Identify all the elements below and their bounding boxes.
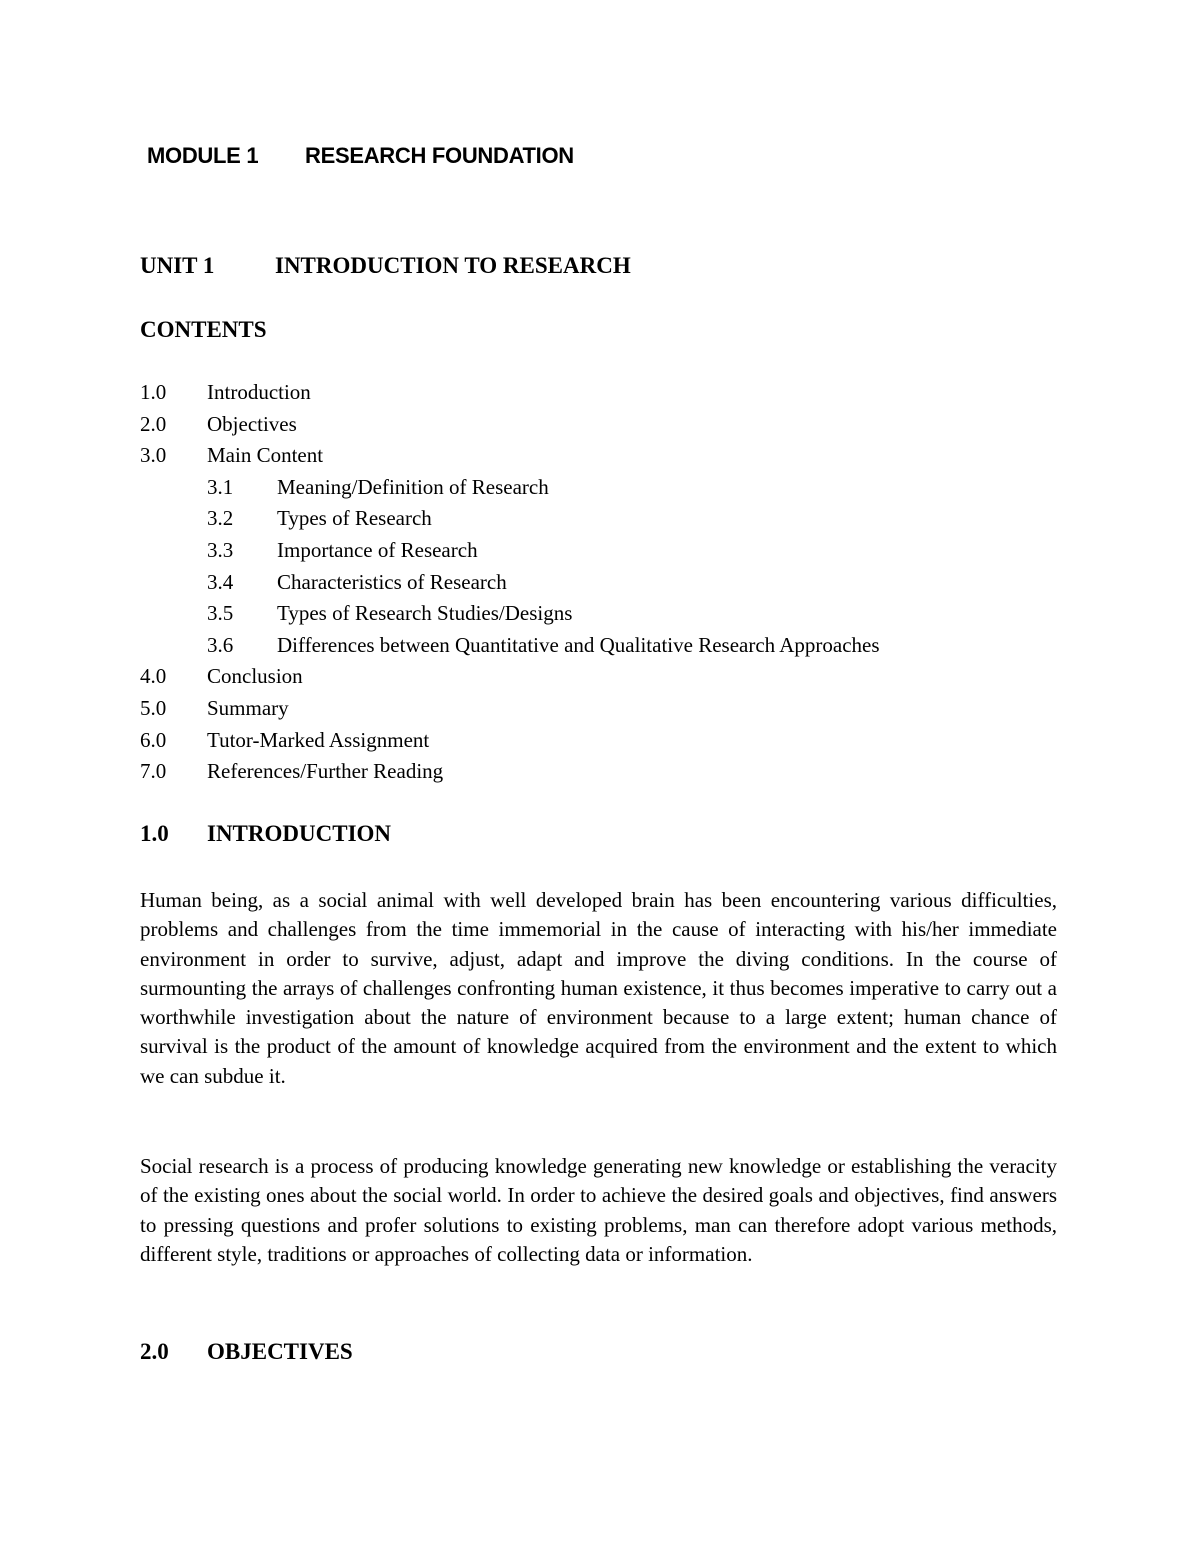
toc-item-label: Meaning/Definition of Research xyxy=(277,474,549,499)
toc-item-label: Tutor-Marked Assignment xyxy=(207,727,430,752)
toc-item-label: Conclusion xyxy=(207,664,303,689)
toc-item-label: Importance of Research xyxy=(277,537,478,562)
toc-item-label: Types of Research xyxy=(277,506,432,531)
toc-subitem xyxy=(140,599,880,631)
toc-item-number: 3.4 xyxy=(207,569,234,594)
section-title: INTRODUCTION xyxy=(207,821,392,846)
module-title: RESEARCH FOUNDATION xyxy=(305,143,574,168)
toc-item-number: 3.2 xyxy=(207,506,234,531)
toc-item-label: Main Content xyxy=(207,443,324,468)
toc-item xyxy=(140,757,880,789)
table-of-contents xyxy=(140,378,880,789)
toc-item-number: 2.0 xyxy=(140,411,167,436)
section-number: 2.0 xyxy=(140,1339,169,1364)
toc-subitem xyxy=(140,536,880,568)
toc-item-number: 3.0 xyxy=(140,443,167,468)
module-heading xyxy=(147,143,574,169)
toc-item-number: 4.0 xyxy=(140,664,167,689)
unit-number: UNIT 1 xyxy=(140,253,215,278)
toc-item xyxy=(140,694,880,726)
toc-item-label: References/Further Reading xyxy=(207,759,444,784)
section-title: OBJECTIVES xyxy=(207,1339,353,1364)
toc-item-number: 3.1 xyxy=(207,474,234,499)
toc-item xyxy=(140,378,880,410)
toc-item xyxy=(140,662,880,694)
introduction-heading xyxy=(140,821,391,847)
toc-item-number: 1.0 xyxy=(140,380,167,404)
toc-subitem xyxy=(140,568,880,600)
toc-item-number: 3.3 xyxy=(207,537,234,562)
toc-item-number: 5.0 xyxy=(140,695,167,720)
toc-subitem xyxy=(140,504,880,536)
toc-item-number: 7.0 xyxy=(140,759,167,784)
module-number: MODULE 1 xyxy=(147,143,259,168)
unit-title: INTRODUCTION TO RESEARCH xyxy=(275,253,631,278)
introduction-paragraph-1: Human being, as a social animal with well developed brain has been encountering various difficulties, problems and challenges from the time immemorial in the cause of interacting with his/her immediate environment in order to survive, adjust, adapt and improve the diving conditions. In the course of surmounting the arrays of challenges confronting human existence, it thus becomes imperative to carry out a worthwhile investigation about the nature of environment because to a large extent; human chance of survival is the product of the amount of knowledge acquired from the environment and the extent to which we can subdue it. xyxy=(140,888,1057,1088)
toc-item-number: 3.6 xyxy=(207,632,234,657)
toc-item xyxy=(140,441,880,473)
toc-item xyxy=(140,726,880,758)
toc-subitem xyxy=(140,631,880,663)
toc-item xyxy=(140,410,880,442)
toc-item-label: Objectives xyxy=(207,411,297,436)
toc-item-label: Introduction xyxy=(207,380,311,404)
toc-item-label: Characteristics of Research xyxy=(277,569,507,594)
toc-item-label: Types of Research Studies/Designs xyxy=(277,601,573,626)
toc-item-number: 6.0 xyxy=(140,727,167,752)
unit-heading xyxy=(140,253,631,279)
section-number: 1.0 xyxy=(140,821,169,846)
toc-item-label: Differences between Quantitative and Qualitative Research Approaches xyxy=(277,632,880,657)
introduction-paragraph-2: Social research is a process of producing knowledge generating new knowledge or establishing the veracity of the existing ones about the social world. In order to achieve the desired goals and objectives, find answers to pressing questions and profer solutions to existing problems, man can therefore adopt various methods, different style, traditions or approaches of collecting data or information. xyxy=(140,1154,1057,1266)
toc-item-number: 3.5 xyxy=(207,601,234,626)
toc-item-label: Summary xyxy=(207,695,289,720)
toc-subitem xyxy=(140,473,880,505)
objectives-heading xyxy=(140,1339,353,1365)
contents-heading: CONTENTS xyxy=(140,317,267,342)
